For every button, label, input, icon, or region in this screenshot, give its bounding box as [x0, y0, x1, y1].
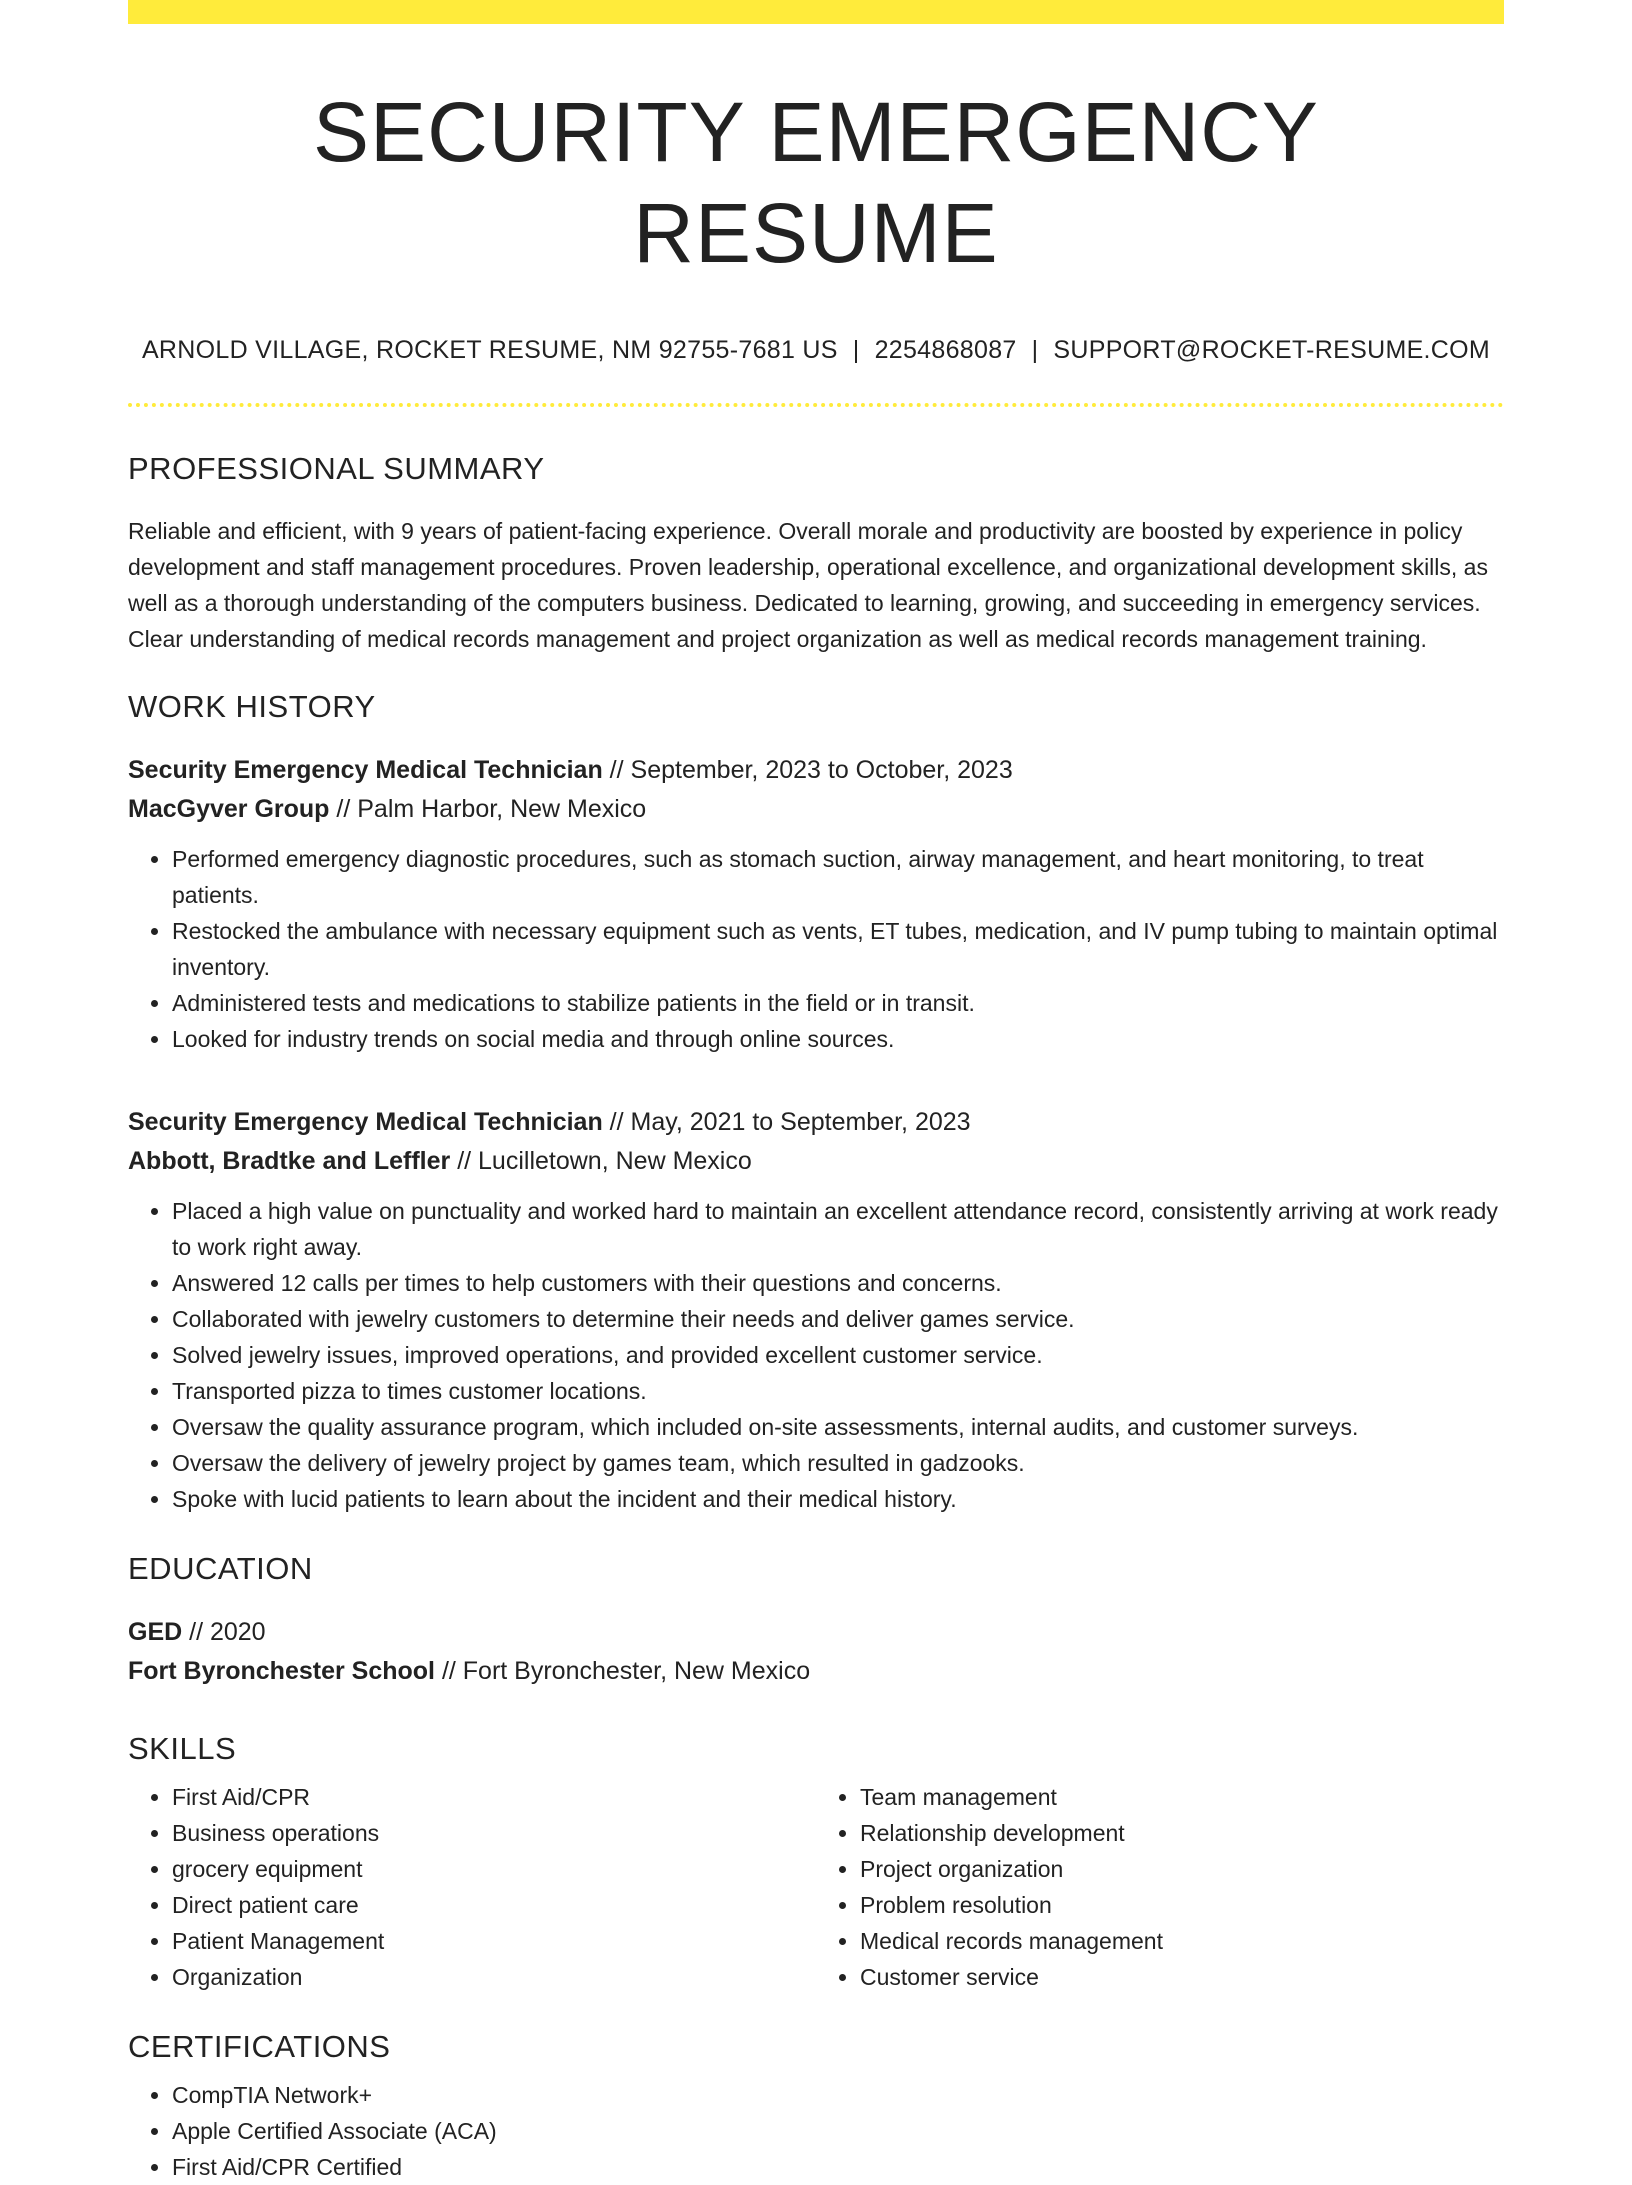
skill-item: • Customer service — [860, 1959, 1504, 1995]
skills-columns — [128, 1779, 1504, 1995]
skill-item: • Problem resolution — [860, 1887, 1504, 1923]
certifications-list — [128, 2077, 1504, 2185]
job-position: Security Emergency Medical Technician — [128, 1107, 603, 1136]
resume-page — [128, 0, 1504, 2185]
certifications-heading: CERTIFICATIONS — [128, 2028, 391, 2064]
job-bullet: • Solved jewelry issues, improved operations, and provided excellent customer service. — [172, 1337, 1504, 1373]
job-bullet: • Collaborated with jewelry customers to determine their needs and deliver games service. — [172, 1301, 1504, 1337]
job-entry — [128, 751, 1504, 1057]
skill-item: • Relationship development — [860, 1815, 1504, 1851]
education-degree-line — [128, 1613, 1504, 1652]
education-location: // Fort Byronchester, New Mexico — [435, 1656, 811, 1685]
job-bullet: • Answered 12 calls per times to help customers with their questions and concerns. — [172, 1265, 1504, 1301]
education-degree: GED — [128, 1617, 183, 1646]
job-location: // Palm Harbor, New Mexico — [329, 794, 647, 823]
job-bullet: • Performed emergency diagnostic procedures, such as stomach suction, airway management, and heart monitoring, to treat patients. — [172, 841, 1504, 913]
education-school: Fort Byronchester School — [128, 1656, 435, 1685]
contact-separator: | — [852, 335, 860, 364]
summary-text: Reliable and efficient, with 9 years of patient-facing experience. Overall morale and productivity are boosted by experience in policy development and staff management procedures. Proven leadership, operational excellence, and organizational development skills, as well as a thorough understanding of the computers business. Dedicated to learning, growing, and succeeding in emergency services. Clear understanding of medical records management and project organization as well as medical records management training. — [128, 517, 1488, 652]
job-company-line — [128, 790, 1504, 829]
skill-item: • Medical records management — [860, 1923, 1504, 1959]
job-entry — [128, 1103, 1504, 1517]
education-entry — [128, 1613, 1504, 1691]
job-position: Security Emergency Medical Technician — [128, 755, 603, 784]
contact-phone: 2254868087 — [874, 335, 1017, 364]
job-bullet: • Restocked the ambulance with necessary equipment such as vents, ET tubes, medication, and IV pump tubing to maintain optimal inventory. — [172, 913, 1504, 985]
education-school-line — [128, 1652, 1504, 1691]
skill-item: • Business operations — [172, 1815, 816, 1851]
job-dates: // May, 2021 to September, 2023 — [602, 1107, 971, 1136]
skill-item: • Patient Management — [172, 1923, 816, 1959]
summary-heading: PROFESSIONAL SUMMARY — [128, 450, 545, 486]
skill-item: • Organization — [172, 1959, 816, 1995]
job-title-line — [128, 751, 1504, 790]
skill-item: • Direct patient care — [172, 1887, 816, 1923]
job-bullet: • Looked for industry trends on social media and through online sources. — [172, 1021, 1504, 1057]
contact-email: SUPPORT@ROCKET-RESUME.COM — [1053, 335, 1491, 364]
job-bullet: • Spoke with lucid patients to learn about the incident and their medical history. — [172, 1481, 1504, 1517]
job-bullet: • Oversaw the delivery of jewelry project by games team, which resulted in gadzooks. — [172, 1445, 1504, 1481]
skills-heading: SKILLS — [128, 1730, 237, 1766]
skill-item: • Team management — [860, 1779, 1504, 1815]
job-bullet: • Oversaw the quality assurance program, which included on-site assessments, internal audits, and customer surveys. — [172, 1409, 1504, 1445]
job-title-line — [128, 1103, 1504, 1142]
dotted-divider — [128, 403, 1504, 407]
skill-item: • Project organization — [860, 1851, 1504, 1887]
skill-item: • First Aid/CPR — [172, 1779, 816, 1815]
resume-name: SECURITY EMERGENCY RESUME — [313, 85, 1319, 280]
contact-line — [128, 336, 1504, 365]
skills-list-right — [816, 1779, 1504, 1995]
job-bullets — [128, 1193, 1504, 1517]
job-company-line — [128, 1142, 1504, 1181]
contact-address: ARNOLD VILLAGE, ROCKET RESUME, NM 92755-7681 US — [141, 335, 838, 364]
job-location: // Lucilletown, New Mexico — [450, 1146, 752, 1175]
skill-item: • grocery equipment — [172, 1851, 816, 1887]
job-dates: // September, 2023 to October, 2023 — [602, 755, 1013, 784]
skills-list-left — [128, 1779, 816, 1995]
education-year: // 2020 — [182, 1617, 266, 1646]
certification-item: • CompTIA Network+ — [172, 2077, 1504, 2113]
contact-separator: | — [1031, 335, 1039, 364]
education-heading: EDUCATION — [128, 1550, 313, 1586]
accent-bar — [128, 0, 1504, 24]
job-bullet: • Administered tests and medications to stabilize patients in the field or in transit. — [172, 985, 1504, 1021]
job-company: MacGyver Group — [128, 794, 330, 823]
job-company: Abbott, Bradtke and Leffler — [128, 1146, 451, 1175]
job-bullet: • Transported pizza to times customer locations. — [172, 1373, 1504, 1409]
certification-item: • First Aid/CPR Certified — [172, 2149, 1504, 2185]
work-history-heading: WORK HISTORY — [128, 688, 376, 724]
job-bullet: • Placed a high value on punctuality and worked hard to maintain an excellent attendance record, consistently arriving at work ready to work right away. — [172, 1193, 1504, 1265]
certification-item: • Apple Certified Associate (ACA) — [172, 2113, 1504, 2149]
job-bullets — [128, 841, 1504, 1057]
